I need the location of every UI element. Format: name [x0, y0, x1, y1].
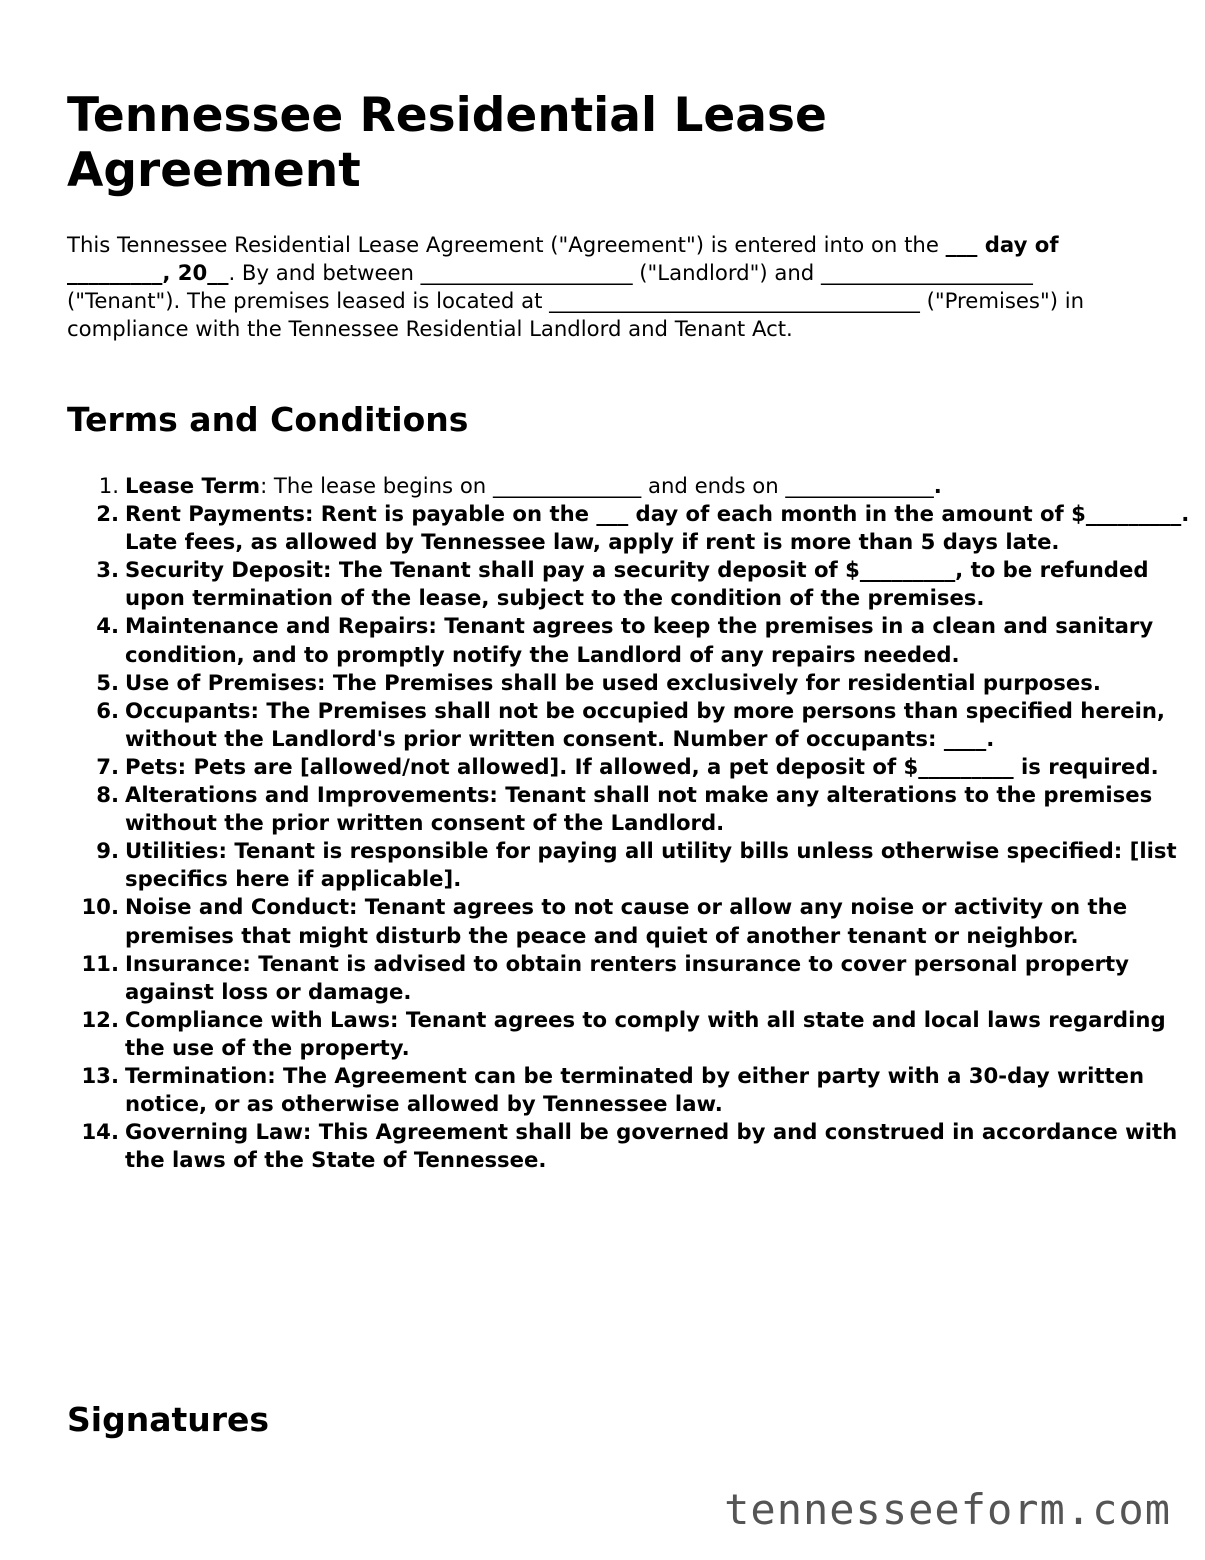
- intro-text-2: . By and between ____________________ ("Landlord") and ____________________ ("Tenant"). The premises leased is located at ___________________________________ ("Premises") in compliance with the Tennessee Residential Landlord and Tenant Act.: [67, 260, 1085, 341]
- document-title: Tennessee Residential Lease Agreement: [67, 88, 827, 198]
- intro-date-blank: ___ day of _________, 20__: [67, 232, 1059, 285]
- term-text: : The lease begins on ______________ and ends on ______________: [260, 473, 934, 498]
- term-item: Use of Premises: The Premises shall be used exclusively for residential purposes.: [125, 669, 1101, 695]
- signatures-heading: Signatures: [67, 1400, 270, 1439]
- term-item: Compliance with Laws: Tenant agrees to comply with all state and local laws regarding the use of the property.: [125, 1006, 1166, 1060]
- term-item: Governing Law: This Agreement shall be governed by and construed in accordance with the laws of the State of Tennessee.: [125, 1119, 1178, 1173]
- term-item: Noise and Conduct: Tenant agrees to not cause or allow any noise or activity on the premises that might disturb the peace and quiet of another tenant or neighbor.: [125, 894, 1128, 948]
- term-item: Pets: Pets are [allowed/not allowed]. If allowed, a pet deposit of $_________ is required.: [125, 753, 1159, 779]
- term-end: .: [933, 473, 942, 498]
- term-item: Occupants: The Premises shall not be occupied by more persons than specified herein, without the Landlord's prior written consent. Number of occupants: ____.: [125, 697, 1165, 751]
- term-item: [125, 472, 1200, 500]
- term-item: Insurance: Tenant is advised to obtain renters insurance to cover personal property against loss or damage.: [125, 950, 1129, 1004]
- terms-list: [67, 472, 1200, 1174]
- term-item: Utilities: Tenant is responsible for paying all utility bills unless otherwise specified: [list specifics here if applicable].: [125, 838, 1177, 892]
- term-item: Alterations and Improvements: Tenant shall not make any alterations to the premises without the prior written consent of the Landlord.: [125, 782, 1153, 836]
- term-item: Rent Payments: Rent is payable on the ___ day of each month in the amount of $_________. Late fees, as allowed by Tennessee law, apply if rent is more than 5 days late.: [125, 501, 1190, 555]
- intro-text-1: This Tennessee Residential Lease Agreement ("Agreement") is entered into on the: [67, 232, 946, 257]
- term-item: Termination: The Agreement can be terminated by either party with a 30-day written notice, or as otherwise allowed by Tennessee law.: [125, 1062, 1145, 1117]
- term-item: Security Deposit: The Tenant shall pay a security deposit of $_________, to be refunded upon termination of the lease, subject to the condition of the premises.: [125, 557, 1149, 611]
- watermark: tennesseeform.com: [724, 1485, 1171, 1534]
- term-label: Lease Term: [125, 473, 261, 498]
- terms-heading: Terms and Conditions: [67, 400, 469, 439]
- intro-paragraph: [67, 231, 1142, 343]
- term-item: Maintenance and Repairs: Tenant agrees to keep the premises in a clean and sanitary condition, and to promptly notify the Landlord of any repairs needed.: [125, 613, 1154, 667]
